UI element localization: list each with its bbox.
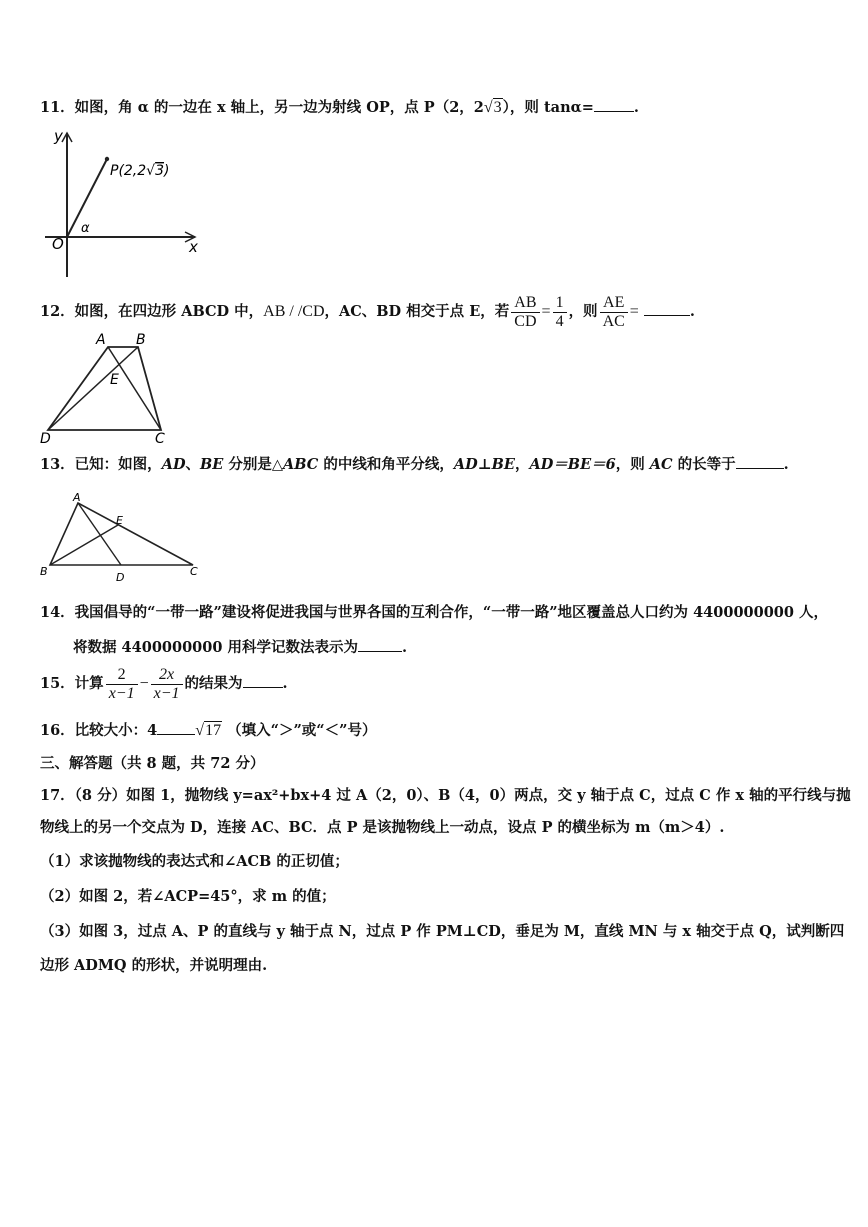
triangle-abc [50, 503, 193, 565]
question-14-line-1: 14．我国倡导的“一带一路”建设将促进我国与世界各国的互利合作，“一带一路”地区覆盖总人口约为 4400000000 人， [40, 604, 829, 621]
answer-blank[interactable] [594, 97, 634, 112]
label-x: x [189, 238, 198, 256]
fraction-2-over-x-1: $\frac{2}{x-1}$ [106, 666, 138, 703]
answer-blank[interactable] [243, 673, 283, 688]
question-17-line-2: 物线上的另一个交点为 D，连接 AC、BC．点 P 是该抛物线上一动点，设点 P 的横坐标为 m（m＞4）. [40, 819, 725, 836]
label-b: B [136, 332, 146, 348]
question-17-part-1: （1）求该抛物线的表达式和∠ACB 的正切值； [40, 853, 349, 870]
label-y: y [54, 127, 63, 145]
question-11: 11．如图，角 α 的一边在 x 轴上，另一边为射线 OP，点 P（2，2√3），则 tanα= . [40, 99, 639, 116]
label-e: E [116, 514, 123, 527]
figure-q13-triangle [38, 490, 208, 585]
question-15: 15．计算 $\frac{2}{x-1}$ − $\frac{2x}{x-1}$ 的结果为 . [40, 665, 288, 702]
sqrt-expression: √3 [483, 99, 502, 116]
label-e: E [110, 372, 119, 388]
question-17-part-3-line-2: 边形 ADMQ 的形状，并说明理由. [40, 957, 268, 974]
label-d: D [116, 571, 125, 584]
fraction-ae-ac: $\frac{AE}{AC}$ [600, 294, 628, 331]
question-16: 16．比较大小：4 √17 （填入“＞”或“＜”号） [40, 722, 377, 739]
question-17-part-2: （2）如图 2，若∠ACP=45°，求 m 的值； [40, 888, 336, 905]
section-heading: 三、解答题（共 8 题，共 72 分） [40, 755, 265, 772]
question-14-line-2: 将数据 4400000000 用科学记数法表示为 . [73, 639, 408, 656]
question-13: 13．已知：如图，AD、BE 分别是△ABC 的中线和角平分线，AD⊥BE，AD＝BE＝6，则 AC 的长等于 . [40, 456, 789, 473]
label-c: C [155, 431, 165, 447]
label-a: A [73, 491, 81, 504]
label-b: B [40, 565, 48, 578]
label-alpha: α [81, 221, 90, 236]
label-a: A [96, 332, 106, 348]
diagonal-bd [48, 347, 138, 430]
figure-q12-trapezoid [38, 330, 178, 448]
point-p [105, 157, 109, 161]
answer-blank[interactable] [157, 720, 195, 735]
fraction-2x-over-x-1: $\frac{2x}{x-1}$ [151, 666, 183, 703]
diagonal-ac [108, 347, 161, 430]
question-17-line-1: 17．（8 分）如图 1，抛物线 y=ax²+bx+4 过 A（2，0）、B（4，0）两点，交 y 轴于点 C，过点 C 作 x 轴的平行线与抛 [40, 787, 851, 804]
question-17-part-3-line-1: （3）如图 3，过点 A、P 的直线与 y 轴于点 N，过点 P 作 PM⊥CD，垂足为 M，直线 MN 与 x 轴交于点 Q，试判断四 [40, 923, 845, 940]
figure-q11-angle [40, 125, 210, 280]
label-p: P(2,2√3) [110, 163, 170, 179]
fraction-one-quarter: $\frac{1}{4}$ [553, 294, 567, 331]
question-12: 12．如图，在四边形 ABCD 中，AB / /CD，AC、BD 相交于点 E，若 $\frac{AB}{CD}$ = $\frac{1}{4}$ ，则 $\frac{AE}{AC}$ = . [40, 293, 695, 330]
median-ad [78, 503, 121, 565]
answer-blank[interactable] [358, 637, 402, 652]
label-c: C [190, 565, 198, 578]
sqrt-17: √17 [195, 722, 222, 739]
label-d: D [40, 431, 51, 447]
fraction-ab-cd: $\frac{AB}{CD}$ [511, 294, 539, 331]
trapezoid-abcd [48, 347, 161, 430]
answer-blank[interactable] [736, 454, 784, 469]
answer-blank[interactable] [644, 301, 690, 316]
label-o: O [52, 235, 64, 253]
